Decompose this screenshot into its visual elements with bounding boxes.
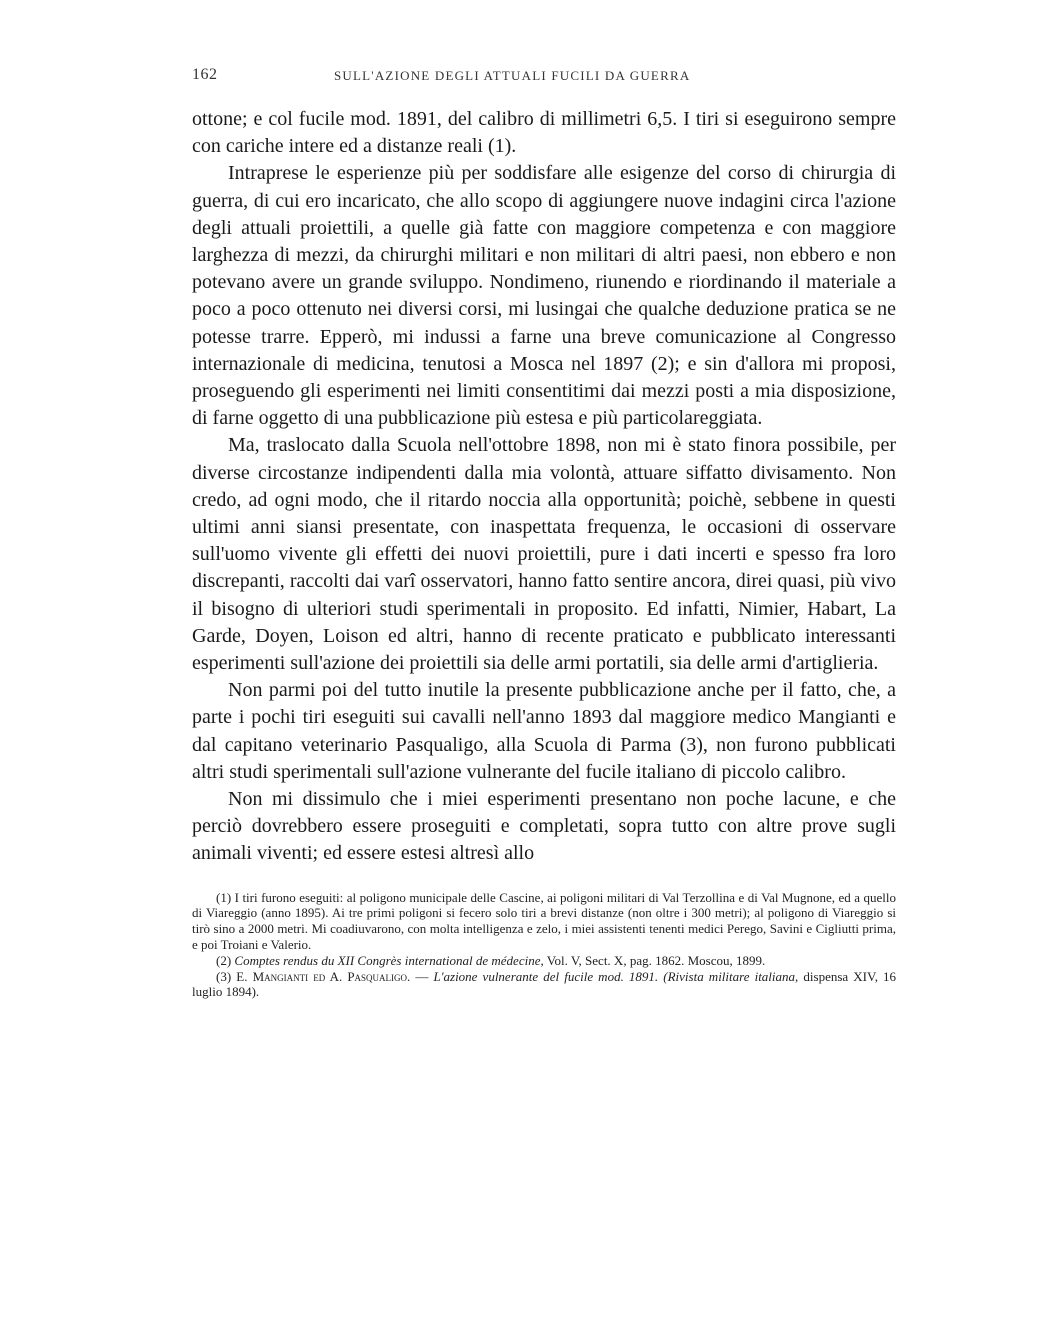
footnote-3 xyxy=(192,969,896,1001)
body-text xyxy=(192,106,896,868)
paragraph: Non mi dissimulo che i miei esperimenti presentano non poche lacune, e che perciò dovrebbero essere proseguiti e completati, sopra tutto con altre prove sugli animali viventi; ed essere estesi altresì allo xyxy=(192,788,896,865)
footnotes xyxy=(192,890,896,1001)
footnote-2-number: (2) xyxy=(216,952,232,968)
paragraph: Ma, traslocato dalla Scuola nell'ottobre 1898, non mi è stato finora possibile, per diverse circostanze indipendenti dalla mia volontà, attuare siffatto divisamento. Non credo, ad ogni modo, che il ritardo noccia alla opportunità; poichè, sebbene in questi ultimi anni siansi presentate, con inaspettata frequenza, le occasioni di osservare sull'uomo vivente gli effetti dei nuovi proiettili, pure i dati incerti e spesso fra loro discrepanti, raccolti dai varî osservatori, hanno fatto sentire ancora, direi quasi, più vivo il bisogno di ulteriori studi sperimentali in proposito. Ed infatti, Nimier, Habart, La Garde, Doyen, Loison ed altri, hanno di recente praticato e pubblicato interessanti esperimenti sull'azione dei proiettili sia delle armi portatili, sia delle armi d'artiglieria. xyxy=(192,434,896,675)
footnote-2-title: Comptes rendus du XII Congrès international de médecine, xyxy=(234,952,544,968)
footnote-3-authors: E. Mangianti ed A. Pasqualigo. — xyxy=(236,968,429,984)
page-number: 162 xyxy=(192,66,218,83)
running-title: SULL'AZIONE DEGLI ATTUALI FUCILI DA GUERRA xyxy=(334,68,691,83)
footnote-1: (1) I tiri furono eseguiti: al poligono municipale delle Cascine, ai poligoni militari di Val Terzollina e di Val Mugnone, ed a quello di Viareggio (anno 1895). Ai tre primi poligoni si fecero solo tiri a brevi distanze (non oltre i 300 metri); al poligono di Viareggio si tirò sino a 2000 metri. Mi coadiuvarono, con molta intelligenza e zelo, i miei assistenti tenenti medici Perego, Savini e Cigliutti prima, e poi Troiani e Valerio. xyxy=(192,889,896,953)
footnote-3-title: L'azione vulnerante del fucile mod. 1891. xyxy=(433,968,659,984)
footnote-2 xyxy=(192,953,896,969)
paragraph: Intraprese le esperienze più per soddisfare alle esigenze del corso di chirurgia di guerra, di cui ero incaricato, che allo scopo di aggiungere nuove indagini circa l'azione degli attuali proiettili, a quelle già fatte con maggiore competenza e con maggiore larghezza di mezzi, da chirurghi militari e non militari di altri paesi, non ebbero e non potevano avere un grande sviluppo. Nondimeno, riunendo e riordinando il materiale a poco a poco ottenuto nei diversi corsi, mi lusingai che qualche deduzione pratica se ne potesse trarre. Epperò, mi indussi a farne una breve comunicazione al Congresso internazionale di medicina, tenutosi a Mosca nel 1897 (2); e sin d'allora mi proposi, proseguendo gli esperimenti nei limiti consentitimi dai mezzi posti a mia disposizione, di farne oggetto di una pubblicazione più estesa e più particolareggiata. xyxy=(192,162,896,430)
book-page xyxy=(192,66,896,1000)
footnote-3-journal: (Rivista militare italiana, xyxy=(663,968,799,984)
footnote-2-rest: Vol. V, Sect. X, pag. 1862. Moscou, 1899. xyxy=(546,952,766,968)
running-head xyxy=(192,66,896,90)
paragraph: ottone; e col fucile mod. 1891, del calibro di millimetri 6,5. I tiri si eseguirono sempre con cariche intere ed a distanze reali (1). xyxy=(192,108,896,158)
footnote-3-rest: dispensa XIV, 16 luglio 1894). xyxy=(192,968,897,1000)
footnote-3-number: (3) xyxy=(216,968,232,984)
paragraph: Non parmi poi del tutto inutile la presente pubblicazione anche per il fatto, che, a parte i pochi tiri eseguiti sui cavalli nell'anno 1893 dal maggiore medico Mangianti e dal capitano veterinario Pasqualigo, alla Scuola di Parma (3), non furono pubblicati altri studi sperimentali sull'azione vulnerante del fucile italiano di piccolo calibro. xyxy=(192,679,896,783)
